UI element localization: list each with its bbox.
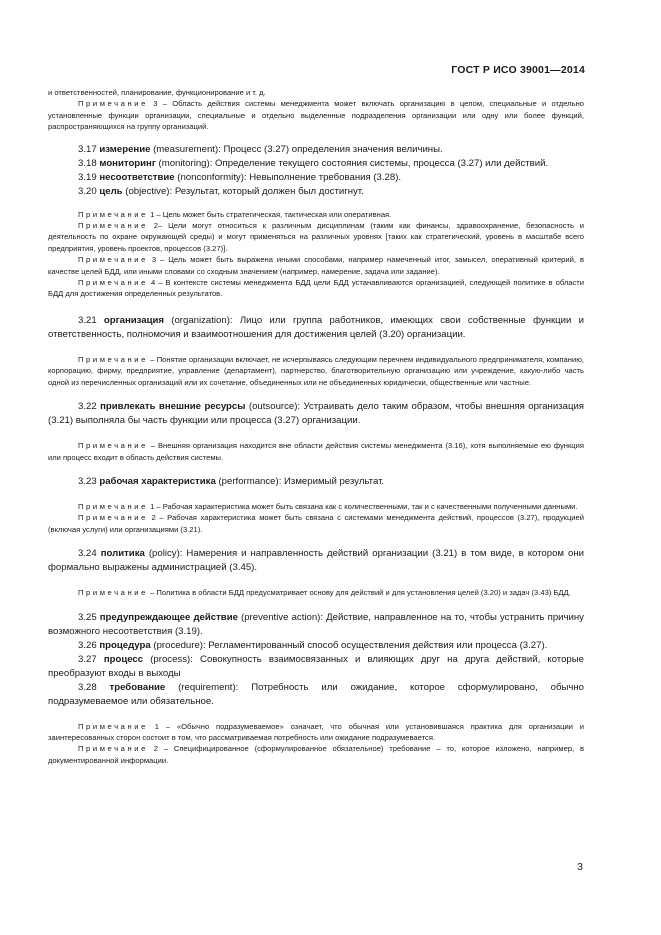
note-label: Примечание [78,99,148,109]
term-name: процесс [103,653,144,665]
note-label: Примечание [78,354,148,364]
note-label: Примечание [78,721,148,731]
term-number: 3.22 [78,401,101,413]
note-text: 1 – «Обычно подразумеваемое» означает, что обычная или установившаяся практика для организации и заинтересованных сторон состоит в том, что рассматриваемая потребность или ожидание подразумевается. [48,721,584,742]
term-name: политика [100,548,145,560]
note-label: Примечание [78,513,148,523]
note-text: – Политика в области БДД предусматривает основу для действий и для установления целей (3.20) и задач (3.43) БДД. [147,588,571,598]
note-text: 1 – Рабочая характеристика может быть связана как с количественными, так и с качественными полученными данными. [147,501,578,511]
note-paragraph [48,354,584,388]
note-label: Примечание [78,441,148,451]
term-name: рабочая характеристика [99,475,216,487]
term-name: предупреждающее действие [99,611,238,623]
term-name: измерение [99,143,151,155]
term-3-17 [48,143,584,157]
term-name: организация [103,314,165,326]
term-definition: (performance): Измеримый результат. [215,475,385,487]
term-number: 3.28 [78,681,110,693]
term-number: 3.27 [78,653,104,665]
note-paragraph [48,209,584,220]
note-text: 2 – Рабочая характеристика может быть связана с системами менеджмента действий, процессов (3.27), продукцией (включая услуги) или организациями (3.21). [48,513,584,534]
term-definition: (procedure): Регламентированный способ осуществления действия или процесса (3.27). [150,639,548,651]
term-3-20 [48,185,584,199]
note-text: 2 – Специфицированное (сформулированное обязательное) требование – то, которое изложено, например, в документированной информации. [48,744,584,765]
note-text: 4 – В контексте системы менеджмента БДД цели БДД устанавливаются организацией, следующей политике в области БДД для достижения определенных результатов. [48,278,584,299]
term-number: 3.20 [78,185,100,197]
note-paragraph [48,512,584,535]
term-name: привлекать внешние ресурсы [100,401,246,413]
note-paragraph [48,277,584,300]
term-number: 3.19 [78,171,100,183]
term-3-25 [48,611,584,639]
page-number: 3 [577,861,583,873]
note-text: – Внешняя организация находится вне области действия системы менеджмента (3.16), хотя выполняемые ею функция или процесс входит в область действия системы. [48,441,584,462]
term-number: 3.23 [78,475,100,487]
term-number: 3.17 [78,143,100,155]
note-paragraph [48,501,584,512]
term-3-21 [48,314,584,342]
term-definition: (monitoring): Определение текущего состояния системы, процесса (3.27) или действий. [155,157,549,169]
note-text: – Понятие организации включает, не исчерпываясь следующим перечнем индивидуального предпринимателя, компанию, корпорацию, фирму, предприятие, управление (департамент), партнерство, благотворительную организацию или учреждение, какую-либо часть одной из перечисленных организаций или их сочетание, объединенных или не объединенных юридически, общественные или частные. [48,354,584,387]
term-number: 3.24 [78,548,101,560]
term-definition: (measurement): Процесс (3.27) определения значения величины. [150,143,443,155]
note-label: Примечание [78,209,148,219]
note-paragraph [48,220,584,254]
term-definition: (policy): Намерения и направленность действий организации (3.21) в том виде, в котором они формально выражены администрацией (3.45). [48,548,585,574]
note-label: Примечание [78,501,148,511]
note-paragraph [48,254,584,277]
document-header: ГОСТ Р ИСО 39001—2014 [451,64,585,76]
term-definition: (process): Совокупность взаимосвязанных и влияющих друг на друга действий, которые преобразуют входы в выходы [48,653,584,679]
term-definition: (outsource): Устраивать дело таким образом, чтобы внешняя организация (3.21) выполняла бы часть функции или процесса (3.27) организации. [48,401,584,427]
term-number: 3.21 [78,314,104,326]
note-label: Примечание [78,255,148,265]
note-paragraph [48,440,584,463]
term-name: требование [109,681,166,693]
term-definition: (nonconformity): Невыполнение требования (3.28). [174,171,402,183]
intro-text: и ответственностей, планирование, функционирование и т. д. [48,88,266,97]
term-name: цель [99,185,123,197]
term-name: мониторинг [99,157,156,169]
term-3-19 [48,171,584,185]
note-label: Примечание [78,588,148,598]
term-name: несоответствие [99,171,175,183]
term-definition: (preventive action): Действие, направленное на то, чтобы устранить причину возможного несоответствия (3.19). [48,611,584,637]
term-3-27 [48,653,584,681]
note-label: Примечание [78,744,148,754]
term-definition: (objective): Результат, который должен был достигнут. [122,185,364,197]
term-number: 3.25 [78,611,100,623]
note-paragraph [48,587,584,598]
term-number: 3.18 [78,157,100,169]
term-3-22 [48,400,584,428]
term-name: процедура [99,639,151,651]
term-3-23 [48,475,584,489]
note-label: Примечание [78,278,148,288]
term-3-28 [48,681,584,709]
note-text: 3 – Цель может быть выражена иными способами, например намеченный итог, замысел, оперативный критерий, в качестве целей БДД, или иными словами со сходным значением (например, намерение, задача или задание). [48,255,584,276]
term-definition: (requirement): Потребность или ожидание, которое сформулировано, обычно подразумеваемое или обязательное. [48,681,584,707]
note-paragraph [48,98,584,132]
term-number: 3.26 [78,639,100,651]
note-text: 1 – Цель может быть стратегическая, тактическая или оперативная. [147,209,392,219]
term-3-24 [48,547,584,575]
term-3-18 [48,157,584,171]
term-3-26 [48,639,584,653]
note-paragraph [48,721,584,744]
document-body [48,87,584,766]
term-definition: (organization): Лицо или группа работников, имеющих свои собственные функции и ответственность, полномочия и взаимоотношения для достижения целей (3.20) организации. [48,314,584,340]
note-paragraph [48,743,584,766]
note-text: 2– Цели могут относиться к различным дисциплинам (таким как финансы, здравоохранение, безопасность и деятельность по охране окружающей среды) и могут применяться на различных уровнях [таких как стратегический, уровень в масштабе всего предприятия, уровень проектов, процессов (3.27)]. [48,221,584,253]
note-label: Примечание [78,221,148,231]
note-text: 3 – Область действия системы менеджмента может включать организацию в целом, специальные и отдельно установленные функции организации, специальные и отдельно выделенные подразделения организации или одну или более функций, распространяющихся на группу организаций. [48,99,584,132]
